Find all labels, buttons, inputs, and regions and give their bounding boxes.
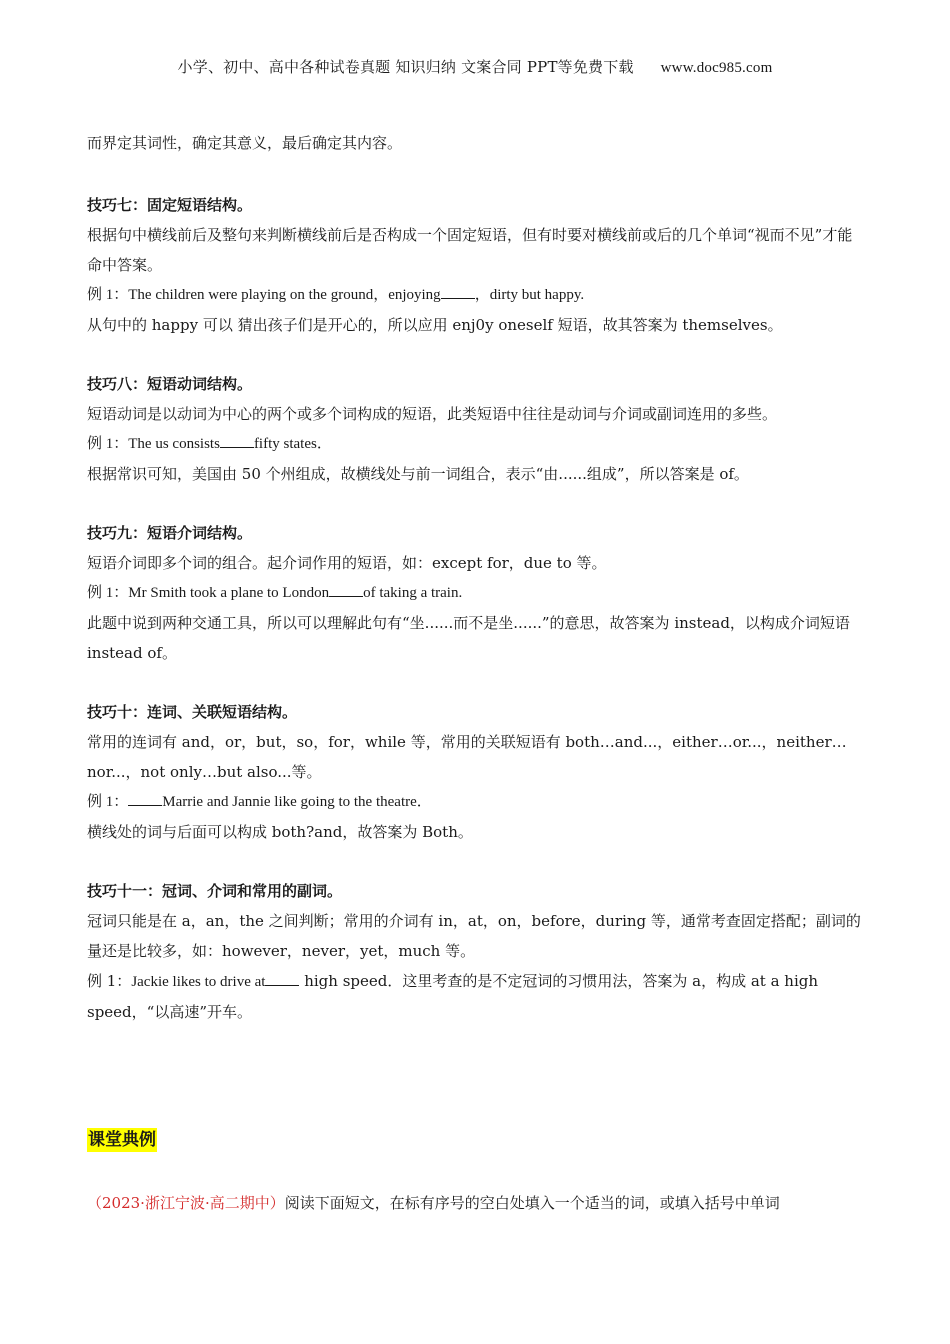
exercise-intro-line [87,1188,865,1218]
answer-blank [128,791,162,806]
tip-10-example [87,787,865,817]
tip-10-title: 技巧十：连词、关联短语结构。 [87,703,298,721]
section-title-highlighted: 课堂典例 [88,1130,156,1150]
tip-8-example [87,429,865,459]
answer-blank [220,433,254,448]
header-url-link[interactable]: www.doc985.com [660,60,773,76]
example-label: 例 1： [87,794,129,810]
example-label: 例 1： [87,972,132,990]
example-text-before: The us consists [128,436,220,452]
tip-10-description: 常用的连词有 and，or，but，so，for，while 等，常用的关联短语有 both…and...，either…or...，neither…nor...，not only…but also...等。 [87,733,847,781]
answer-blank [441,284,475,299]
tip-7-description: 根据句中横线前后及整句来判断横线前后是否构成一个固定短语，但有时要对横线前或后的几个单词“视而不见”才能命中答案。 [87,226,853,274]
example-text-after: of taking a train. [363,585,463,601]
answer-blank [329,582,363,597]
tip-7-explanation: 从句中的 happy 可以 猜出孩子们是开心的，所以应用 enj0y oneself 短语，故其答案为 themselves。 [87,316,783,334]
tip-8-description: 短语动词是以动词为中心的两个或多个词构成的短语，此类短语中往往是动词与介词或副词连用的多些。 [87,405,778,423]
example-text-before: The children were playing on the ground，enjoying [128,287,441,303]
example-text-before: Jackie likes to drive at [131,974,266,990]
exercise-source-label: （2023·浙江宁波·高二期中） [87,1194,285,1212]
example-text-after: ，dirty but happy. [474,287,585,303]
tip-9-description: 短语介词即多个词的组合。起介词作用的短语，如：except for，due to 等。 [87,554,607,572]
tip-10-explanation: 横线处的词与后面可以构成 both?and，故答案为 Both。 [87,823,473,841]
tip-11-description: 冠词只能是在 a，an，the 之间判断；常用的介词有 in，at，on，before，during 等，通常考查固定搭配；副词的量还是比较多，如：however，never，yet，much 等。 [87,912,861,960]
tip-11-example [87,966,865,1027]
tip-8-explanation: 根据常识可知，美国由 50 个州组成，故横线处与前一词组合，表示“由......组成”，所以答案是 of。 [87,465,749,483]
example-text-after: fifty states． [253,436,332,452]
exercise-instructions: 阅读下面短文，在标有序号的空白处填入一个适当的词，或填入括号中单词 [284,1194,780,1212]
tip-8-title: 技巧八：短语动词结构。 [87,375,253,393]
document-body [87,128,865,1027]
answer-blank [265,971,299,986]
header-text: 小学、初中、高中各种试卷真题 知识归纳 文案合同 PPT等免费下载 [177,58,634,76]
intro-line: 而界定其词性，确定其意义，最后确定其内容。 [87,134,403,152]
page-header [0,56,950,77]
tip-7-example [87,280,865,310]
example-label: 例 1： [87,585,129,601]
tip-11-title: 技巧十一：冠词、介词和常用的副词。 [87,882,343,900]
example-label: 例 1： [87,436,129,452]
tip-9-title: 技巧九：短语介词结构。 [87,524,253,542]
example-text-before: Mr Smith took a plane to London [128,585,330,601]
tip-9-explanation: 此题中说到两种交通工具，所以可以理解此句有“坐......而不是坐......”的意思，故答案为 instead，以构成介词短语 instead of。 [87,614,850,662]
example-text-after: high speed．这里考查的是不定冠词的习惯用法，答案为 a，构成 at a high speed，“以高速”开车。 [87,972,819,1021]
tip-9-example [87,578,865,608]
example-label: 例 1： [87,287,129,303]
tip-7-title: 技巧七：固定短语结构。 [87,196,253,214]
example-text-after: Marrie and Jannie like going to the theatre． [162,794,432,810]
